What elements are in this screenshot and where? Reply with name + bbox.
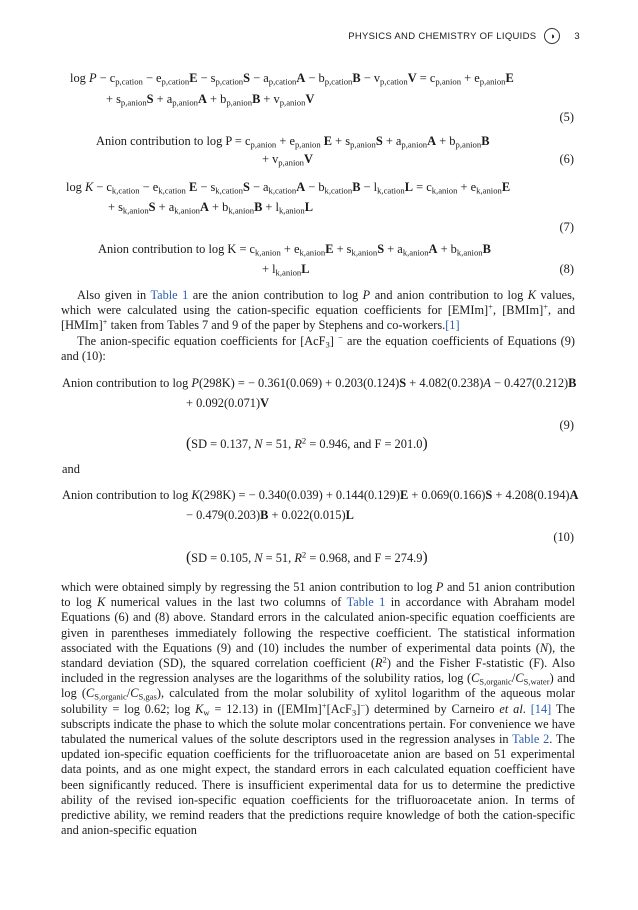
equation-8-line2: + $l_{k,anion}L$ — [262, 262, 310, 278]
equation-7-number: (7) — [559, 220, 574, 234]
running-header — [348, 28, 580, 44]
paragraph-3: which were obtained simply by regressing the 51 anion contribution to log P and 51 anion contribution to log K numerical values in the last two columns of Table 1 in accordance with Abraham model Equations (6) and (8) above. Standard errors in the calculated anion-specific equation coefficients are given in parentheses immediately following the respective coefficient. The statistical information associated with the Equations (9) and (10) includes the number of experimental data points (N), the standard deviation (SD), the squared correlation coefficient $(R^2)$ and the Fisher F-statistic (F). Also included in the regression analyses are the logarithms of the solubility ratios, $\log (C_{S,organic}/C_{S,water})$ and $\log (C_{S,organic}/C_{S,gas})$, calculated from the molar solubility of xylitol logarithm of the aqueous molar solubility = log 0.62; $\log K_w = 12.13$) in ([EMIm]+[AcF$_3$]−) determined by Carneiro et al. [14] The subscripts indicate the phase to which the solute molar concentrations pertain. For convenience we have tabulated the numerical values of the solute descriptors used in the regression analyses in Table 2. The updated ion-specific equation coefficients for the trifluoroacetate anion are based on 51 experimental data points, and as one might expect, the standard errors in each calculated equation coefficient have been significantly reduced. There is insufficient experimental data for us to determine the predictive ability of the revised ion-specific equation coefficients for the trifluoroacetate anion. In terms of predictive ability, we remind readers that the predictions require knowledge of both the cation-specific and anion-specific equation — [61, 580, 576, 838]
body-paragraph-regression — [61, 580, 575, 838]
equation-9-line1 — [62, 376, 576, 391]
paragraph-1: Also given in Table 1 are the anion contribution to log P and anion contribution to log K values, which were calculated using the cation-specific equation coefficients for [EMIm]+, [BMIm]+, and [HMIm]+ taken from Tables 7 and 9 of the paper by Stephens and co-workers.[1] — [61, 288, 576, 333]
equation-7-line2: + $s_{k,anion}S + a_{k,anion}A + b_{k,anion}B + l_{k,anion}L$ — [108, 200, 313, 216]
equation-8-line1: Anion contribution to $\log K = c_{k,anion} + e_{k,anion}E + s_{k,anion}S + a_{k,anion}A + b_{k,anion}B$ — [98, 242, 491, 258]
equation-8-label: Anion contribution to log K = — [98, 242, 250, 256]
equation-9-label: Anion contribution to log P(298K) = — [62, 376, 248, 390]
equation-6-label: Anion contribution to log P = — [96, 134, 246, 148]
equation-9-stats: (SD = 0.137, N = 51, $R^2 = 0.946$, and F = 201.0) — [186, 435, 428, 452]
equation-10-label: Anion contribution to log K(298K) = — [62, 488, 249, 502]
equation-10-line2: − 0.479(0.203)B + 0.022(0.015)L — [186, 508, 354, 522]
equation-7-line1: $\log K - c_{k,cation} - e_{k,cation}$ $E - s_{k,cation}S - a_{k,cation}A - b_{k,cation}B - l_{k,cation}L = c_{k,anion} + e_{k,anion}E$ — [66, 180, 511, 196]
equation-5-line1: $\log P - c_{p,cation} - e_{p,cation}E - s_{p,cation}S - a_{p,cation}A - b_{p,cation}B - v_{p,cation}V = c_{p,anion} + e_{p,anion}E$ — [70, 71, 514, 87]
body-paragraph-intro — [61, 288, 575, 364]
equation-6-line2: + $v_{p,anion}V$ — [262, 152, 313, 168]
and-connector: and — [62, 462, 80, 476]
equation-10-line1 — [62, 488, 578, 503]
equation-9-line2: + 0.092(0.071)V — [186, 396, 270, 410]
equation-6-number: (6) — [559, 152, 574, 166]
equation-5-line2: + $s_{p,anion}S + a_{p,anion}A + b_{p,anion}B + v_{p,anion}V$ — [106, 92, 315, 108]
equation-10-number: (10) — [553, 530, 574, 544]
paragraph-2: The anion-specific equation coefficients for [AcF$_3$] − are the equation coefficients of Equations (9) and (10): — [61, 332, 575, 363]
equation-9-number: (9) — [559, 418, 574, 432]
equation-8-number: (8) — [559, 262, 574, 276]
equation-6-line1: Anion contribution to $\log P = c_{p,anion} + e_{p,anion}$ $E + s_{p,anion}S + a_{p,anion}A + b_{p,anion}B$ — [96, 134, 490, 150]
equation-9-terms: − 0.361(0.069) + 0.203(0.124)S + 4.082(0.238)A − 0.427(0.212)B — [247, 376, 577, 390]
equation-5-number: (5) — [559, 110, 574, 124]
equation-10-stats: (SD = 0.105, N = 51, $R^2 = 0.968$, and F = 274.9) — [186, 549, 428, 566]
equation-10-terms: − 0.340(0.039) + 0.144(0.129)E + 0.069(0.166)S + 4.208(0.194)A — [248, 488, 579, 502]
page-number: 3 — [574, 30, 580, 42]
journal-title: PHYSICS AND CHEMISTRY OF LIQUIDS — [348, 30, 537, 42]
journal-logo-icon: ◑ — [544, 28, 560, 44]
